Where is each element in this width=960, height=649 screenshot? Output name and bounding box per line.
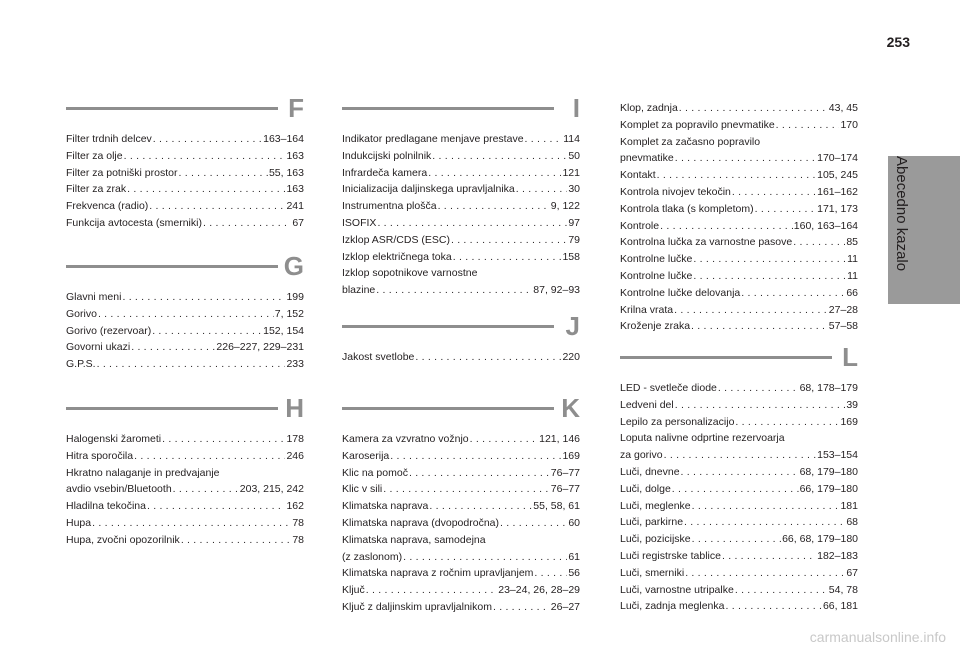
index-entry-term: Halogenski žarometi	[66, 433, 162, 445]
index-entry	[66, 532, 304, 549]
index-entry	[66, 148, 304, 165]
dot-leader	[152, 323, 262, 340]
index-entry-pages: 162	[286, 500, 304, 513]
index-entry-term: Klic na pomoč	[342, 466, 408, 479]
section-letter: J	[565, 311, 580, 341]
index-entry-pages: 226–227, 229–231	[216, 341, 304, 354]
section-rule	[620, 356, 832, 359]
index-entry-term: Kontrolna lučka za varnostne pasove	[620, 236, 793, 249]
entries-list	[342, 131, 580, 299]
dot-leader	[147, 498, 286, 515]
index-entry	[620, 218, 858, 235]
index-entry-term: Hitra sporočila	[66, 449, 134, 462]
index-entry-term: Kontrolne lučke	[620, 253, 693, 266]
index-entry	[342, 532, 580, 566]
index-entry-first-line: Izklop sopotnikove varnostne	[342, 267, 478, 280]
index-entry-term: (z zaslonom)	[342, 550, 403, 563]
dot-leader	[657, 167, 817, 184]
index-entry	[620, 234, 858, 251]
index-entry	[620, 397, 858, 414]
index-entry-term: pnevmatike	[620, 152, 674, 165]
index-entry	[620, 548, 858, 565]
index-entry-term: Kontakt	[620, 169, 656, 182]
index-entry-pages: 181	[840, 499, 858, 512]
index-entry	[620, 430, 858, 464]
index-entry	[342, 265, 580, 299]
index-entry-term: Infrardeča kamera	[342, 166, 428, 179]
dot-leader	[453, 249, 562, 266]
index-entry-pages: 43, 45	[828, 102, 858, 114]
section-header	[620, 342, 858, 372]
index-entry-pages: 50	[568, 149, 580, 162]
dot-leader	[679, 100, 828, 117]
index-entry-pages: 170–174	[817, 152, 858, 165]
index-entry-term: Kontrola nivojev tekočin	[620, 185, 731, 198]
index-entry	[66, 465, 304, 499]
index-entry-term: Luči, meglenke	[620, 499, 691, 512]
index-entry-term: Funkcija avtocesta (smerniki)	[66, 216, 202, 229]
column-3	[620, 100, 858, 613]
index-entry	[342, 431, 580, 448]
index-entry-term: Luči, parkirne	[620, 516, 684, 529]
index-entry	[620, 582, 858, 599]
index-entry	[342, 232, 580, 249]
index-entry	[66, 356, 304, 373]
index-entry	[620, 285, 858, 302]
dot-leader	[366, 582, 497, 599]
index-entry-term: ISOFIX	[342, 216, 377, 229]
dot-leader	[124, 148, 286, 165]
index-entry-term: Filter za zrak	[66, 183, 127, 196]
index-entry-pages: 233	[286, 358, 304, 371]
index-entry-term: Hupa, zvočni opozorilnik	[66, 533, 180, 546]
index-entry-pages: 163–164	[263, 133, 304, 145]
dot-leader	[516, 181, 568, 198]
index-entry-term: Klimatska naprava	[342, 500, 429, 513]
index-entry	[620, 268, 858, 285]
dot-leader	[675, 397, 846, 414]
index-entry-pages: 171, 173	[817, 202, 858, 215]
index-entry-term: Luči, varnostne utripalke	[620, 583, 734, 596]
entries-list	[66, 131, 304, 232]
index-entry-pages: 246	[286, 449, 304, 462]
index-entry-term: za gorivo	[620, 449, 663, 462]
index-entry-term: Kontrole	[620, 219, 660, 232]
index-entry-term: avdio vsebin/Bluetooth	[66, 483, 172, 496]
section-i	[342, 93, 580, 299]
dot-leader	[438, 198, 550, 215]
index-entry	[66, 339, 304, 356]
section-f	[66, 93, 304, 232]
dot-leader	[178, 165, 267, 182]
index-entry-term: Filter trdnih delcev	[66, 133, 152, 145]
section-letter: H	[285, 393, 304, 423]
index-entry	[620, 302, 858, 319]
index-entry-pages: 26–27	[550, 600, 580, 613]
index-entry-pages: 163	[286, 149, 304, 162]
index-entry-term: Ledveni del	[620, 398, 674, 411]
index-entry	[66, 215, 304, 232]
index-entry-term: Govorni ukazi	[66, 341, 131, 354]
index-entry-first-line: Komplet za začasno popravilo	[620, 135, 761, 148]
index-entry-term: Kontrolne lučke delovanja	[620, 286, 741, 299]
index-entry-term: Kontrola tlaka (s kompletom)	[620, 202, 754, 215]
entries-list	[620, 380, 858, 615]
index-entry-first-line: Klimatska naprava, samodejna	[342, 533, 486, 546]
dot-leader	[793, 234, 845, 251]
dot-leader	[131, 339, 215, 356]
dot-leader	[755, 201, 816, 218]
index-entry	[342, 498, 580, 515]
section-rule	[66, 107, 278, 110]
dot-leader	[691, 318, 828, 335]
dot-leader	[735, 414, 839, 431]
index-entry-pages: 241	[286, 200, 304, 213]
dot-leader	[92, 515, 291, 532]
index-entry-pages: 68	[846, 516, 858, 529]
index-entry-pages: 121	[562, 166, 580, 179]
index-entry-term: LED - svetleče diode	[620, 382, 717, 394]
index-entry-term: blazine	[342, 284, 376, 297]
index-entry-pages: 54, 78	[828, 583, 858, 596]
dot-leader	[493, 599, 550, 616]
dot-leader	[664, 447, 817, 464]
index-entry	[66, 448, 304, 465]
dot-leader	[525, 131, 563, 148]
index-entry-pages: 66, 179–180	[799, 482, 858, 495]
index-entry-pages: 67	[846, 566, 858, 579]
index-entry-pages: 9, 122	[550, 200, 580, 213]
dot-leader	[428, 165, 561, 182]
index-entry	[620, 167, 858, 184]
index-entry	[620, 201, 858, 218]
index-entry	[620, 481, 858, 498]
entries-list	[342, 431, 580, 616]
section-h	[66, 393, 304, 549]
section-header	[342, 311, 580, 341]
index-entry-term: Izklop električnega toka	[342, 250, 452, 263]
index-entry	[342, 148, 580, 165]
index-entry-pages: 78	[292, 516, 304, 529]
section-header	[342, 393, 580, 423]
index-entry-term: G.P.S.	[66, 358, 96, 371]
index-entry	[342, 215, 580, 232]
dot-leader	[403, 549, 567, 566]
index-entry	[342, 131, 580, 148]
index-entry-term: Komplet za popravilo pnevmatike	[620, 118, 775, 131]
index-entry-pages: 66, 68, 179–180	[782, 533, 858, 546]
index-entry-term: Kroženje zraka	[620, 320, 691, 333]
index-entry-pages: 66, 181	[822, 600, 858, 613]
dot-leader	[660, 218, 793, 235]
index-entry-pages: 60	[568, 516, 580, 529]
dot-leader	[173, 481, 239, 498]
index-entry-term: Luči, zadnja meglenka	[620, 600, 725, 613]
dot-leader	[432, 148, 567, 165]
section-rule	[342, 325, 554, 328]
index-entry	[66, 131, 304, 148]
index-entry-pages: 57–58	[828, 320, 858, 333]
index-entry-pages: 30	[568, 183, 580, 196]
index-entry-term: Indukcijski polnilnik	[342, 149, 432, 162]
index-entry	[66, 289, 304, 306]
dot-leader	[383, 481, 550, 498]
index-entry	[620, 251, 858, 268]
index-entry-pages: 182–183	[817, 549, 858, 562]
dot-leader	[675, 150, 816, 167]
index-entry-term: Klic v sili	[342, 483, 383, 496]
index-entry	[66, 198, 304, 215]
index-entry-term: Filter za potniški prostor	[66, 166, 178, 179]
index-entry	[66, 431, 304, 448]
index-entry	[66, 181, 304, 198]
index-entry-term: Klimatska naprava (dvopodročna)	[342, 516, 499, 529]
dot-leader	[153, 131, 262, 148]
index-entry-term: Luči, smerniki	[620, 566, 685, 579]
index-entry-pages: 121, 146	[539, 433, 580, 445]
dot-leader	[181, 532, 292, 549]
index-entry-term: Inicializacija daljinskega upravljalnika	[342, 183, 515, 196]
index-entry-pages: 153–154	[817, 449, 858, 462]
index-entry-pages: 161–162	[817, 185, 858, 198]
index-entry-first-line: Loputa nalivne odprtine rezervoarja	[620, 432, 785, 445]
index-entry-term: Kamera za vzvratno vožnjo	[342, 433, 469, 445]
dot-leader	[409, 465, 550, 482]
index-entry	[66, 165, 304, 182]
index-entry-pages: 76–77	[550, 466, 580, 479]
section-letter: G	[283, 251, 304, 281]
index-entry	[620, 100, 858, 117]
dot-leader	[134, 448, 285, 465]
section-rule	[342, 407, 554, 410]
dot-leader	[127, 181, 285, 198]
dot-leader	[376, 282, 532, 299]
dot-leader	[98, 306, 274, 323]
index-entry-pages: 68, 178–179	[799, 382, 858, 394]
dot-leader	[97, 356, 286, 373]
dot-leader	[203, 215, 291, 232]
dot-leader	[741, 285, 845, 302]
index-entry-pages: 68, 179–180	[799, 465, 858, 478]
dot-leader	[534, 565, 567, 582]
dot-leader	[692, 531, 781, 548]
index-entry-term: Hupa	[66, 516, 92, 529]
index-entry-first-line: Hkratno nalaganje in predvajanje	[66, 466, 220, 479]
index-entry-pages: 199	[286, 291, 304, 303]
index-entry-pages: 97	[568, 216, 580, 229]
index-entry	[342, 198, 580, 215]
index-entry-term: Glavni meni	[66, 291, 122, 303]
index-entry-term: Indikator predlagane menjave prestave	[342, 133, 524, 145]
index-entry-term: Karoserija	[342, 449, 390, 462]
index-entry-pages: 56	[568, 567, 580, 580]
dot-leader	[415, 349, 561, 366]
index-entry-term: Luči, dnevne	[620, 465, 680, 478]
dot-leader	[429, 498, 532, 515]
section-letter: L	[842, 342, 858, 372]
index-entry-pages: 169	[562, 449, 580, 462]
index-entry-pages: 85	[846, 236, 858, 249]
section-rule	[342, 107, 554, 110]
index-entry-pages: 160, 163–164	[793, 219, 858, 232]
index-entry-term: Jakost svetlobe	[342, 351, 415, 363]
dot-leader	[776, 117, 840, 134]
index-entry	[620, 380, 858, 397]
index-entry	[66, 323, 304, 340]
index-entry-term: Gorivo (rezervoar)	[66, 324, 152, 337]
index-entry	[342, 165, 580, 182]
dot-leader	[672, 481, 799, 498]
index-entry-pages: 203, 215, 242	[239, 483, 304, 496]
index-entry-term: Izklop ASR/CDS (ESC)	[342, 233, 450, 246]
index-entry	[342, 599, 580, 616]
dot-leader	[149, 198, 285, 215]
section-letter: K	[561, 393, 580, 423]
section-header	[66, 393, 304, 423]
index-entry-pages: 76–77	[550, 483, 580, 496]
dot-leader	[692, 498, 840, 515]
index-entry-term: Frekvenca (radio)	[66, 200, 149, 213]
index-entry-term: Ključ	[342, 584, 365, 597]
index-entry	[620, 531, 858, 548]
index-entry-pages: 78	[292, 533, 304, 546]
dot-leader	[693, 251, 846, 268]
section-header	[66, 251, 304, 281]
dot-leader	[722, 548, 816, 565]
dot-leader	[500, 515, 567, 532]
index-entry	[342, 249, 580, 266]
section-rule	[66, 407, 278, 410]
index-entry-term: Hladilna tekočina	[66, 500, 146, 513]
index-entry-pages: 114	[563, 133, 580, 145]
index-entry-pages: 170	[840, 118, 858, 131]
index-entry-pages: 163	[286, 183, 304, 196]
index-entry	[66, 306, 304, 323]
index-entry	[620, 184, 858, 201]
index-entry-pages: 105, 245	[817, 169, 858, 182]
dot-leader	[470, 431, 538, 448]
index-entry-pages: 66	[846, 286, 858, 299]
dot-leader	[674, 302, 828, 319]
index-entry-term: Krilna vrata	[620, 303, 674, 316]
index-entry-term: Klimatska naprava z ročnim upravljanjem	[342, 567, 534, 580]
index-entry-pages: 39	[846, 398, 858, 411]
dot-leader	[681, 464, 799, 481]
index-entry-pages: 23–24, 26, 28–29	[498, 584, 580, 597]
index-entry-pages: 67	[292, 216, 304, 229]
index-entry	[342, 565, 580, 582]
index-entry-pages: 79	[568, 233, 580, 246]
index-entry-term: Luči registrske tablice	[620, 549, 721, 562]
dot-leader	[451, 232, 567, 249]
index-entry	[620, 464, 858, 481]
index-entry-pages: 152, 154	[263, 324, 304, 337]
section-j	[342, 311, 580, 366]
index-entry	[342, 465, 580, 482]
index-entry	[342, 582, 580, 599]
index-entry	[66, 498, 304, 515]
index-entry-pages: 61	[568, 550, 580, 563]
index-entry-term: Ključ z daljinskim upravljalnikom	[342, 600, 492, 613]
index-entry-pages: 169	[840, 415, 858, 428]
index-entry-pages: 55, 58, 61	[533, 500, 580, 513]
entries-list	[66, 431, 304, 549]
index-entry-term: Filter za olje	[66, 149, 123, 162]
index-entry	[342, 448, 580, 465]
dot-leader	[735, 582, 828, 599]
dot-leader	[684, 514, 845, 531]
dot-leader	[377, 215, 567, 232]
section-g	[66, 251, 304, 373]
section-k	[342, 393, 580, 616]
page-number: 253	[886, 34, 910, 50]
index-entry	[620, 514, 858, 531]
dot-leader	[122, 289, 285, 306]
index-entry	[620, 318, 858, 335]
watermark: carmanualsonline.info	[809, 629, 946, 645]
dot-leader	[162, 431, 285, 448]
index-entry	[66, 515, 304, 532]
side-label: Abecedno kazalo	[893, 156, 910, 272]
index-entry-term: Luči, pozicijske	[620, 533, 691, 546]
section-header	[66, 93, 304, 123]
index-entry	[620, 414, 858, 431]
dot-leader	[693, 268, 846, 285]
dot-leader	[685, 565, 845, 582]
index-entry-term: Kontrolne lučke	[620, 269, 693, 282]
index-entry-pages: 7, 152	[274, 307, 304, 320]
index-entry-pages: 220	[562, 351, 580, 363]
index-entry	[620, 498, 858, 515]
index-entry	[342, 481, 580, 498]
section-letter: I	[572, 93, 580, 123]
index-entry-term: Klop, zadnja	[620, 102, 678, 114]
section-letter: F	[288, 93, 304, 123]
index-entry-term: Luči, dolge	[620, 482, 671, 495]
index-entry-term: Gorivo	[66, 307, 97, 320]
index-entry	[342, 349, 580, 366]
dot-leader	[390, 448, 561, 465]
index-entry-pages: 27–28	[828, 303, 858, 316]
index-entry	[620, 134, 858, 168]
index-entry-term: Lepilo za personalizacijo	[620, 415, 735, 428]
entries-list	[342, 349, 580, 366]
index-entry-term: Instrumentna plošča	[342, 200, 437, 213]
index-entry-pages: 11	[847, 253, 858, 266]
index-entry-pages: 11	[847, 269, 858, 282]
index-entry	[620, 117, 858, 134]
entries-list	[66, 289, 304, 373]
section-k-continued	[620, 100, 858, 335]
index-entry-pages: 55, 163	[268, 166, 304, 179]
index-entry-pages: 158	[562, 250, 580, 263]
section-rule	[66, 265, 278, 268]
dot-leader	[725, 598, 821, 615]
index-entry	[342, 181, 580, 198]
dot-leader	[718, 380, 799, 397]
section-l	[620, 342, 858, 615]
index-entry-pages: 87, 92–93	[533, 284, 580, 297]
index-entry	[620, 565, 858, 582]
dot-leader	[732, 184, 816, 201]
section-header	[342, 93, 580, 123]
index-entry	[342, 515, 580, 532]
index-entry	[620, 598, 858, 615]
index-entry-pages: 178	[286, 433, 304, 445]
